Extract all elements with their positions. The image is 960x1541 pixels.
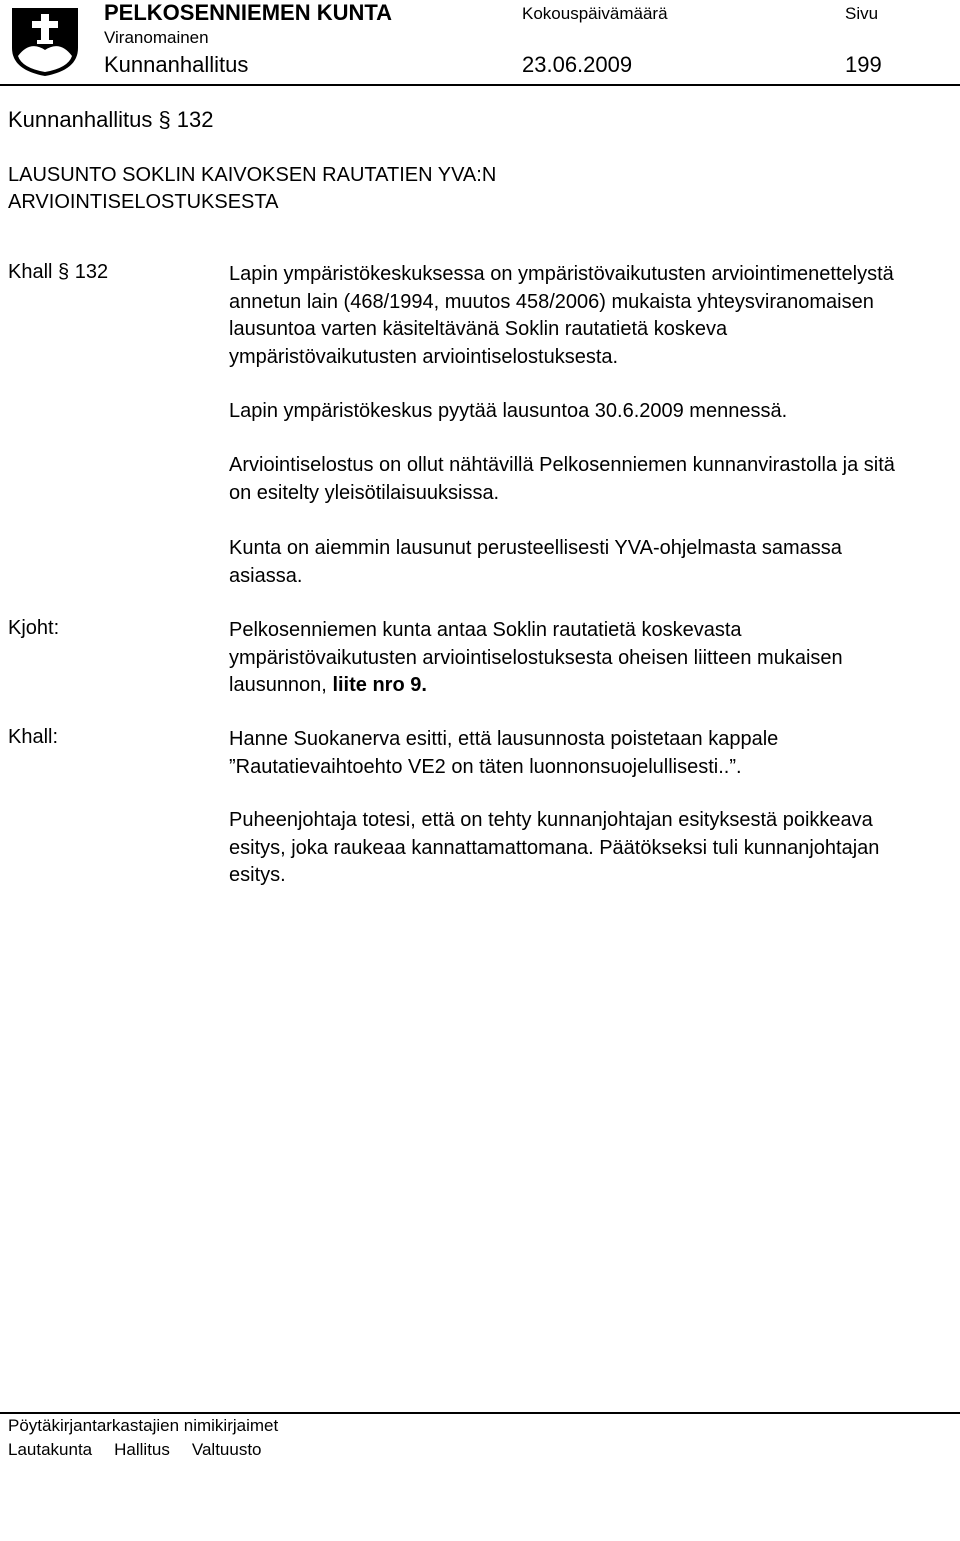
paragraph-background: Lapin ympäristökeskuksessa on ympäristövaikutusten arviointimenettelystä annetun lain (468/1994, muutos 458/2006) mukaista yhteysviranomaisen lausuntoa varten käsiteltävänä Soklin rautatietä koskeva ympäristövaikutusten arviointiselostuksesta. <box>229 263 894 368</box>
document-title: LAUSUNTO SOKLIN KAIVOKSEN RAUTATIEN YVA:N ARVIOINTISELOSTUKSESTA <box>8 164 497 213</box>
signature-hallitus: Hallitus <box>114 1440 170 1459</box>
paragraph-decision: Puheenjohtaja totesi, että on tehty kunnanjohtajan esityksestä poikkeava esitys, joka raukeaa kannattamattomana. Päätökseksi tuli kunnanjohtajan esitys. <box>229 809 880 886</box>
organization-name: PELKOSENNIEMEN KUNTA <box>104 0 393 25</box>
municipal-crest-icon <box>8 4 82 78</box>
kjoht-label: Kjoht: <box>8 617 60 639</box>
attachment-reference: liite nro 9. <box>332 674 427 696</box>
proposal-text: Pelkosenniemen kunta antaa Soklin rautatietä koskevasta ympäristövaikutusten arviointiselostuksesta oheisen liitteen mukaisen lausunnon, <box>229 619 843 696</box>
meeting-date-label: Kokouspäivämäärä <box>522 4 668 23</box>
page-number: 199 <box>845 52 882 77</box>
paragraph-amendment: Hanne Suokanerva esitti, että lausunnosta poistetaan kappale ”Rautatievaihtoehto VE2 on täten luonnonsuojelullisesti..”. <box>229 728 779 778</box>
governing-body: Kunnanhallitus <box>104 52 249 77</box>
signature-lautakunta: Lautakunta <box>8 1440 93 1459</box>
page-label: Sivu <box>845 4 879 23</box>
paragraph-public-display: Arviointiselostus on ollut nähtävillä Pelkosenniemen kunnanvirastolla ja sitä on esitelty yleisötilaisuuksissa. <box>229 454 895 504</box>
header-divider <box>0 84 960 86</box>
khall-section-label: Khall § 132 <box>8 261 109 283</box>
khall-label: Khall: <box>8 726 59 748</box>
paragraph-proposal <box>229 617 919 700</box>
footer-title: Pöytäkirjantarkastajien nimikirjaimet <box>8 1416 279 1435</box>
paragraph-deadline: Lapin ympäristökeskus pyytää lausuntoa 30.6.2009 mennessä. <box>229 400 788 422</box>
paragraph-previous-statement: Kunta on aiemmin lausunut perusteellisesti YVA-ohjelmasta samassa asiassa. <box>229 537 842 587</box>
section-reference: Kunnanhallitus § 132 <box>8 107 214 132</box>
meeting-date: 23.06.2009 <box>522 52 633 77</box>
footer-divider <box>0 1412 960 1414</box>
authority-label: Viranomainen <box>104 28 209 47</box>
signature-labels <box>8 1440 284 1460</box>
signature-valtuusto: Valtuusto <box>191 1440 262 1459</box>
